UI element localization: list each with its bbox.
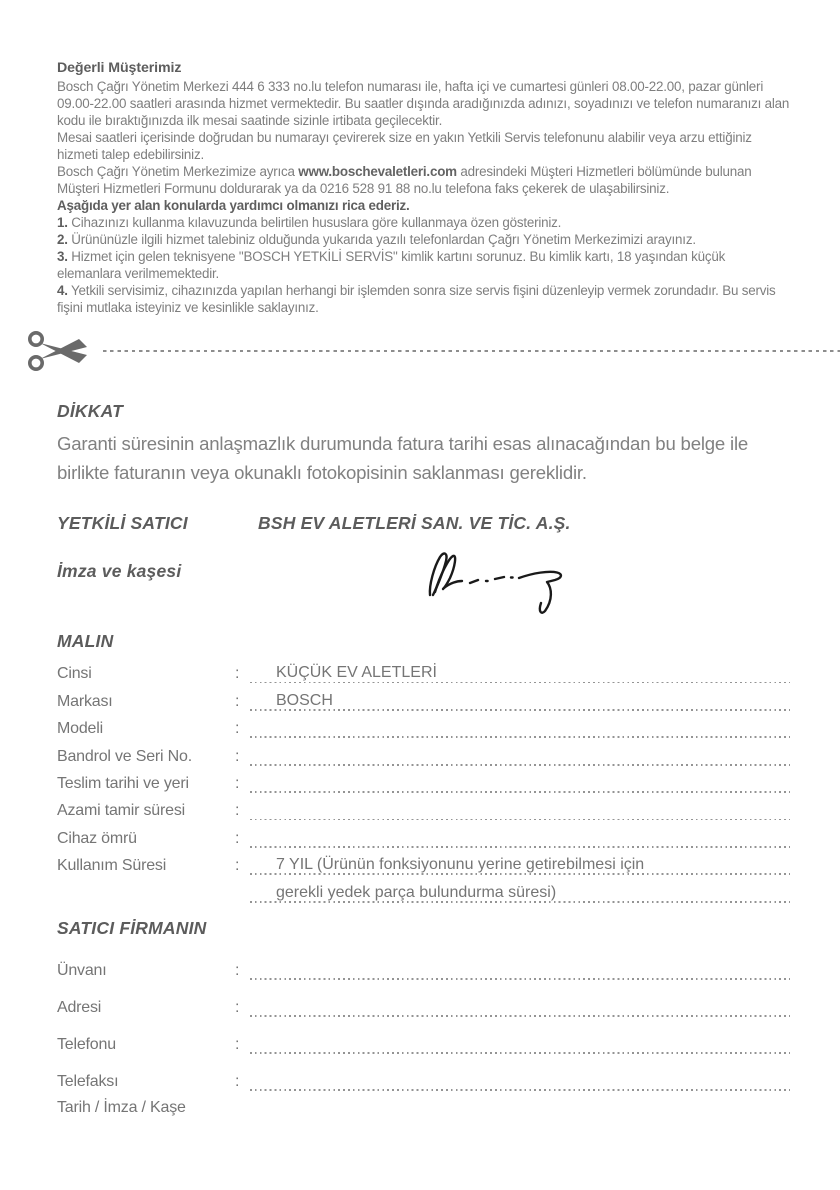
list-item: 1. Cihazınızı kullanma kılavuzunda belirtilen hususlara göre kullanmaya özen gösteriniz.	[57, 215, 562, 230]
website-text: www.boschevaletleri.com	[298, 164, 457, 179]
field-fill-line	[250, 768, 790, 795]
intro-paragraph-3-pre: Bosch Çağrı Yönetim Merkezimize ayrıca	[57, 164, 299, 179]
field-row-azami-tamir-suresi: Azami tamir süresi :	[57, 795, 790, 822]
field-row-cihaz-omru: Cihaz ömrü :	[57, 822, 790, 849]
field-fill-line	[250, 1056, 790, 1093]
field-fill-line	[250, 685, 790, 712]
field-value: gerekli yedek parça bulundurma süresi)	[276, 883, 557, 901]
field-row-kullanim-suresi: Kullanım Süresi : 7 YIL (Ürünün fonksiyonunu yerine getirebilmesi için	[57, 850, 790, 877]
field-label: Telefonu	[57, 1035, 116, 1053]
field-fill-line	[250, 740, 790, 767]
attention-body: Garanti süresinin anlaşmazlık durumunda fatura tarihi esas alınacağından bu belge ile birlikte faturanın veya okunaklı fotokopisinin saklanması gereklidir.	[57, 433, 749, 483]
field-row-modeli: Modeli :	[57, 713, 790, 740]
seller-section-heading: SATICI FİRMANIN	[57, 917, 207, 938]
field-fill-line	[250, 850, 790, 877]
field-value: KÜÇÜK EV ALETLERİ	[276, 664, 437, 682]
field-fill-line	[250, 1019, 790, 1056]
date-signature-stamp-label: Tarih / İmza / Kaşe	[57, 1098, 186, 1116]
attention-section	[57, 401, 790, 487]
field-label: Bandrol ve Seri No.	[57, 747, 192, 765]
intro-paragraph-1: Bosch Çağrı Yönetim Merkezi 444 6 333 no.lu telefon numarası ile, hafta içi ve cumartesi günleri 08.00-22.00, pazar günleri 09.00-22.00 saatleri arasında hizmet vermektedir. Bu saatler dışında aradığınızda adınızı, soyadınızı ve telefon numaranızı alan kodu ile bıraktığınızda ilk mesai saatinde sizinle irtibata geçilecektir.	[57, 79, 790, 128]
list-item: 3. Hizmet için gelen teknisyene "BOSCH YETKİLİ SERVİS" kimlik kartını sorunuz. Bu kimlik kartı, 18 yaşından küçük elemanlara verilmemektedir.	[57, 249, 726, 281]
field-row-markasi: Markası : BOSCH	[57, 685, 790, 712]
product-fields	[57, 658, 790, 905]
intro-paragraph-3	[57, 163, 790, 197]
seller-fields	[57, 945, 790, 1117]
customer-info-section	[57, 60, 790, 316]
field-row-teslim-tarihi: Teslim tarihi ve yeri :	[57, 768, 790, 795]
field-fill-line	[250, 795, 790, 822]
list-item: 2. Ürününüzle ilgili hizmet talebiniz olduğunda yukarıda yazılı telefonlardan Çağrı Yönetim Merkezimizi arayınız.	[57, 232, 696, 247]
signature-row	[57, 561, 790, 621]
list-item: 4. Yetkili servisimiz, cihazınızda yapılan herhangi bir işlemden sonra size servis fişini düzenleyip vermek zorundadır. Bu servis fişini mutlaka isteyiniz ve kesinlikle saklayınız.	[57, 283, 776, 315]
field-row-adresi: Adresi :	[57, 982, 790, 1019]
signature-label: İmza ve kaşesi	[57, 561, 182, 581]
field-fill-line	[250, 713, 790, 740]
field-fill-line	[250, 982, 790, 1019]
intro-paragraph-3-post: adresindeki Müşteri Hizmetleri bölümünde bulunan Müşteri Hizmetleri Formunu doldurarak ya da 0216 528 91 88 no.lu telefona faks çekerek de ulaşabilirsiniz.	[57, 164, 752, 196]
field-fill-line	[250, 822, 790, 849]
signature-scribble	[423, 545, 591, 629]
field-value: 7 YIL (Ürünün fonksiyonunu yerine getirebilmesi için	[276, 856, 645, 874]
intro-paragraph-2: Mesai saatleri içerisinde doğrudan bu numarayı çevirerek size en yakın Yetkili Servis telefonunu alabilir veya arzu ettiğiniz hizmeti talep edebilirsiniz.	[57, 130, 752, 162]
field-value: BOSCH	[276, 691, 333, 709]
field-label: Kullanım Süresi	[57, 857, 167, 875]
field-row-telefaksi: Telefaksı :	[57, 1056, 790, 1093]
field-label: Markası	[57, 692, 113, 710]
field-label: Cihaz ömrü	[57, 829, 137, 847]
authorized-dealer-row	[57, 513, 790, 534]
field-label: Ünvanı	[57, 961, 107, 979]
field-fill-line	[250, 658, 790, 685]
field-row-telefonu: Telefonu :	[57, 1019, 790, 1056]
field-label: Azami tamir süresi	[57, 802, 185, 820]
field-row-cinsi: Cinsi : KÜÇÜK EV ALETLERİ	[57, 658, 790, 685]
dealer-company: BSH EV ALETLERİ SAN. VE TİC. A.Ş.	[258, 513, 571, 533]
field-row-kullanim-suresi-line2	[57, 877, 790, 904]
field-fill-line	[250, 877, 790, 904]
field-label: Teslim tarihi ve yeri	[57, 774, 189, 792]
request-line: Aşağıda yer alan konularda yardımcı olmanızı rica ederiz.	[57, 198, 410, 213]
cut-here-line	[27, 326, 840, 376]
dealer-label: YETKİLİ SATICI	[57, 513, 188, 533]
scissors-icon	[27, 326, 93, 376]
field-label: Adresi	[57, 998, 102, 1016]
field-label: Telefaksı	[57, 1072, 119, 1090]
attention-heading: DİKKAT	[57, 401, 124, 421]
field-fill-line	[250, 945, 790, 982]
field-row-bandrol-seri-no: Bandrol ve Seri No. :	[57, 740, 790, 767]
field-row-unvani: Ünvanı :	[57, 945, 790, 982]
field-label: Cinsi	[57, 665, 92, 683]
field-label: Modeli	[57, 720, 103, 738]
product-section-heading: MALIN	[57, 631, 114, 651]
intro-heading: Değerli Müşterimiz	[57, 60, 182, 76]
dotted-cut-rule	[103, 350, 840, 352]
